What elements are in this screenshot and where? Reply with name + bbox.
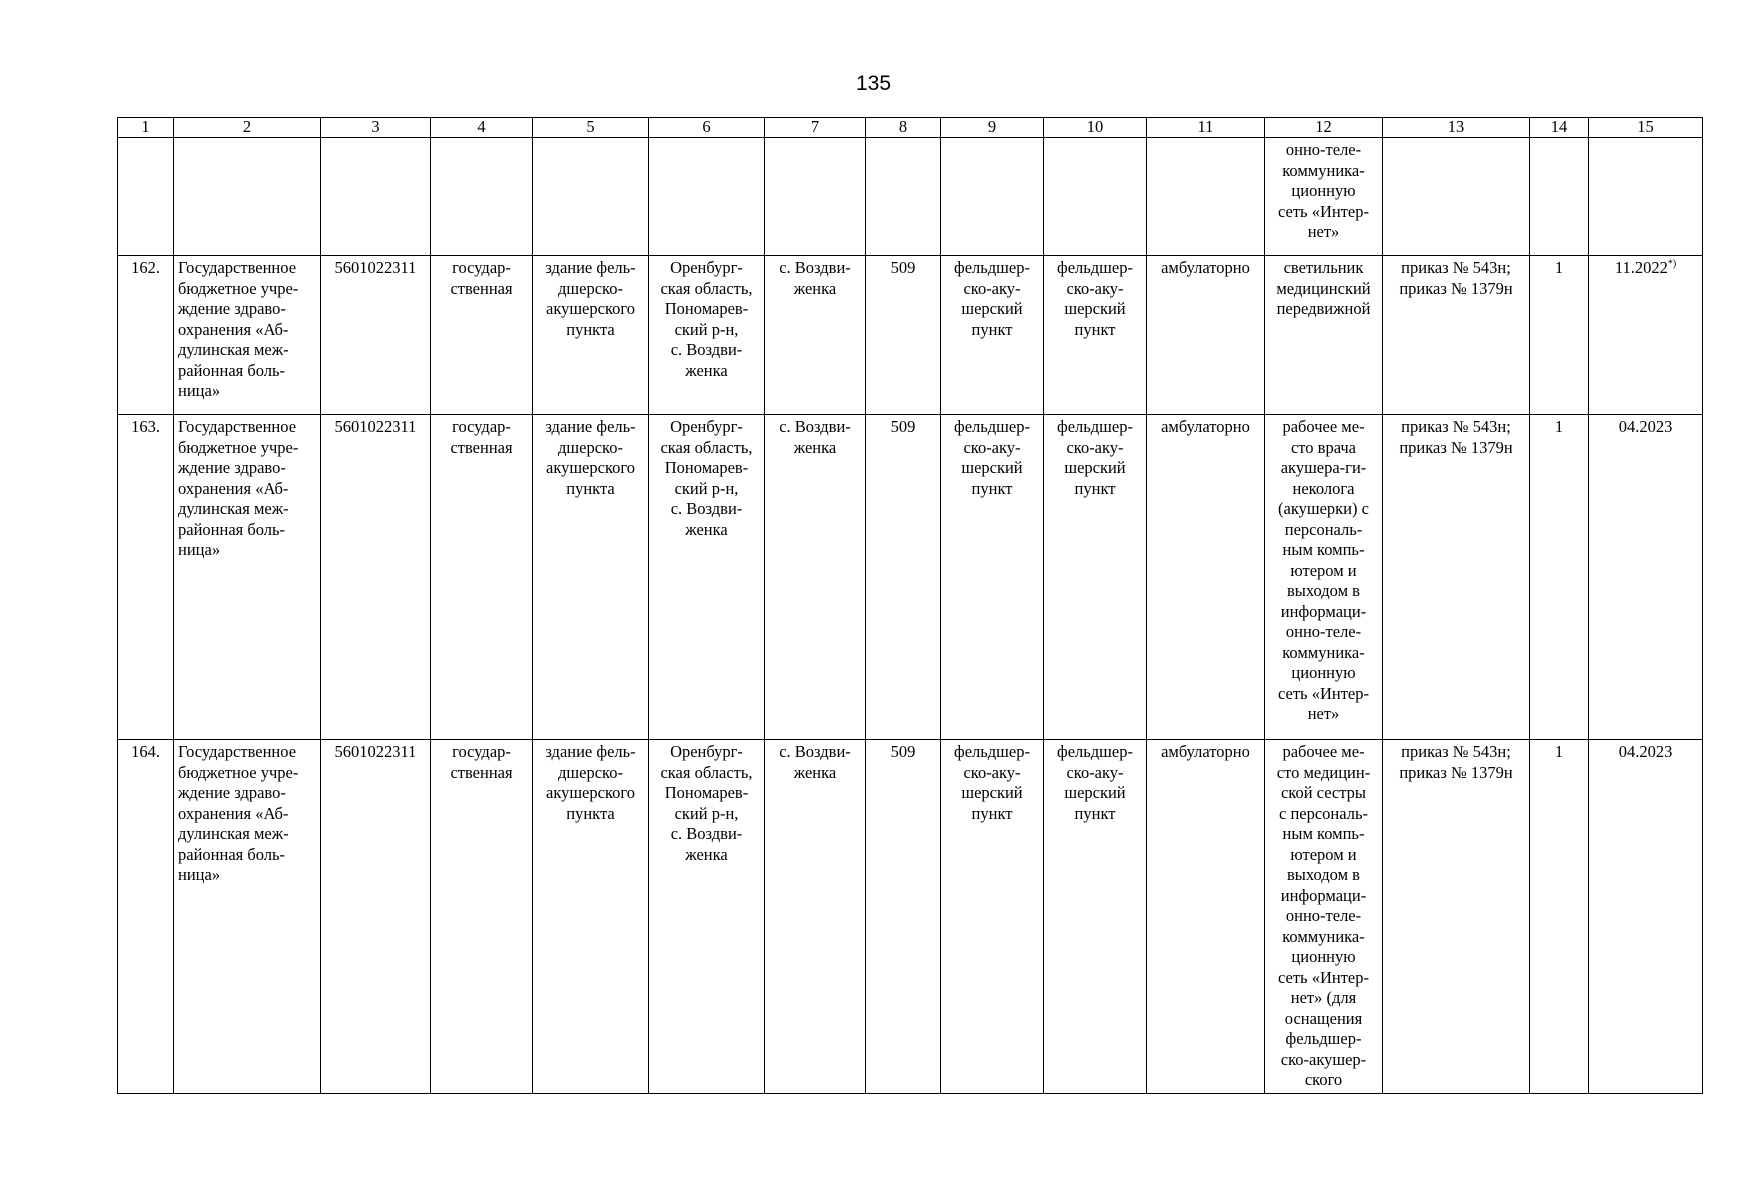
cell-empty — [1589, 138, 1703, 256]
cell-address: Оренбург- ская область, Пономарев- ский р-н, с. Воздви- женка — [649, 740, 765, 1094]
column-number-header: 3 — [321, 118, 431, 138]
cell-care-form: амбулаторно — [1147, 256, 1265, 415]
cell-empty — [941, 138, 1044, 256]
column-number-header-row — [118, 118, 1703, 138]
cell-address: Оренбург- ская область, Пономарев- ский р-н, с. Воздви- женка — [649, 256, 765, 415]
cell-date: 04.2023 — [1589, 740, 1703, 1094]
cell-empty — [866, 138, 941, 256]
table-row — [118, 740, 1703, 1094]
cell-equipment: рабочее ме- сто медицин- ской сестры с персональ- ным компь- ютером и выходом в информаци- онно-теле- коммуника- ционную сеть «Интер- нет» (для оснащения фельдшер- ско-акушер- ского — [1265, 740, 1383, 1094]
cell-unit-name: фельдшер- ско-аку- шерский пункт — [1044, 256, 1147, 415]
column-number-header: 4 — [431, 118, 533, 138]
cell-order: приказ № 543н; приказ № 1379н — [1383, 740, 1530, 1094]
cell-settlement: с. Воздви- женка — [765, 740, 866, 1094]
column-number-header: 14 — [1530, 118, 1589, 138]
cell-empty — [431, 138, 533, 256]
cell-organization: Государственное бюджетное учре- ждение здраво- охранения «Аб- дулинская меж- районная боль- ница» — [174, 256, 321, 415]
table-row — [118, 415, 1703, 740]
cell-address: Оренбург- ская область, Пономарев- ский р-н, с. Воздви- женка — [649, 415, 765, 740]
cell-quantity: 1 — [1530, 256, 1589, 415]
table-row — [118, 256, 1703, 415]
cell-ownership: государ- ственная — [431, 415, 533, 740]
cell-equipment: рабочее ме- сто врача акушера-ги- неколога (акушерки) с персональ- ным компь- ютером и выходом в информаци- онно-теле- коммуника- ционную сеть «Интер- нет» — [1265, 415, 1383, 740]
cell-organization: Государственное бюджетное учре- ждение здраво- охранения «Аб- дулинская меж- районная боль- ница» — [174, 415, 321, 740]
cell-empty — [118, 138, 174, 256]
cell-care-form: амбулаторно — [1147, 740, 1265, 1094]
cell-empty — [533, 138, 649, 256]
column-number-header: 6 — [649, 118, 765, 138]
cell-building: здание фель- дшерско- акушерского пункта — [533, 740, 649, 1094]
cell-building: здание фель- дшерско- акушерского пункта — [533, 256, 649, 415]
cell-empty — [321, 138, 431, 256]
cell-inn: 5601022311 — [321, 415, 431, 740]
cell-population: 509 — [866, 740, 941, 1094]
cell-row-number: 164. — [118, 740, 174, 1094]
cell-empty — [174, 138, 321, 256]
cell-date: 04.2023 — [1589, 415, 1703, 740]
column-number-header: 12 — [1265, 118, 1383, 138]
footnote-mark: *) — [1667, 258, 1677, 270]
cell-care-form: амбулаторно — [1147, 415, 1265, 740]
column-number-header: 13 — [1383, 118, 1530, 138]
column-number-header: 15 — [1589, 118, 1703, 138]
column-number-header: 7 — [765, 118, 866, 138]
cell-row-number: 162. — [118, 256, 174, 415]
cell-order: приказ № 543н; приказ № 1379н — [1383, 256, 1530, 415]
cell-organization: Государственное бюджетное учре- ждение здраво- охранения «Аб- дулинская меж- районная боль- ница» — [174, 740, 321, 1094]
cell-equipment: светильник медицинский передвижной — [1265, 256, 1383, 415]
date-value: 11.2022 — [1614, 258, 1668, 277]
cell-settlement: с. Воздви- женка — [765, 415, 866, 740]
cell-quantity: 1 — [1530, 740, 1589, 1094]
cell-empty — [649, 138, 765, 256]
cell-empty — [1383, 138, 1530, 256]
cell-empty — [1147, 138, 1265, 256]
cell-equipment-continued: онно-теле- коммуника- ционную сеть «Интер- нет» — [1265, 138, 1383, 256]
continuation-row — [118, 138, 1703, 256]
cell-unit-type: фельдшер- ско-аку- шерский пункт — [941, 740, 1044, 1094]
cell-unit-name: фельдшер- ско-аку- шерский пункт — [1044, 740, 1147, 1094]
cell-inn: 5601022311 — [321, 740, 431, 1094]
cell-population: 509 — [866, 415, 941, 740]
column-number-header: 11 — [1147, 118, 1265, 138]
cell-unit-name: фельдшер- ско-аку- шерский пункт — [1044, 415, 1147, 740]
cell-unit-type: фельдшер- ско-аку- шерский пункт — [941, 256, 1044, 415]
cell-date — [1589, 256, 1703, 415]
cell-empty — [1530, 138, 1589, 256]
cell-ownership: государ- ственная — [431, 740, 533, 1094]
cell-inn: 5601022311 — [321, 256, 431, 415]
cell-quantity: 1 — [1530, 415, 1589, 740]
cell-building: здание фель- дшерско- акушерского пункта — [533, 415, 649, 740]
register-table — [117, 117, 1703, 1094]
column-number-header: 5 — [533, 118, 649, 138]
cell-row-number: 163. — [118, 415, 174, 740]
cell-ownership: государ- ственная — [431, 256, 533, 415]
cell-empty — [765, 138, 866, 256]
cell-population: 509 — [866, 256, 941, 415]
column-number-header: 2 — [174, 118, 321, 138]
cell-unit-type: фельдшер- ско-аку- шерский пункт — [941, 415, 1044, 740]
cell-order: приказ № 543н; приказ № 1379н — [1383, 415, 1530, 740]
page-number: 135 — [855, 72, 892, 95]
cell-empty — [1044, 138, 1147, 256]
column-number-header: 10 — [1044, 118, 1147, 138]
column-number-header: 8 — [866, 118, 941, 138]
cell-settlement: с. Воздви- женка — [765, 256, 866, 415]
column-number-header: 1 — [118, 118, 174, 138]
column-number-header: 9 — [941, 118, 1044, 138]
